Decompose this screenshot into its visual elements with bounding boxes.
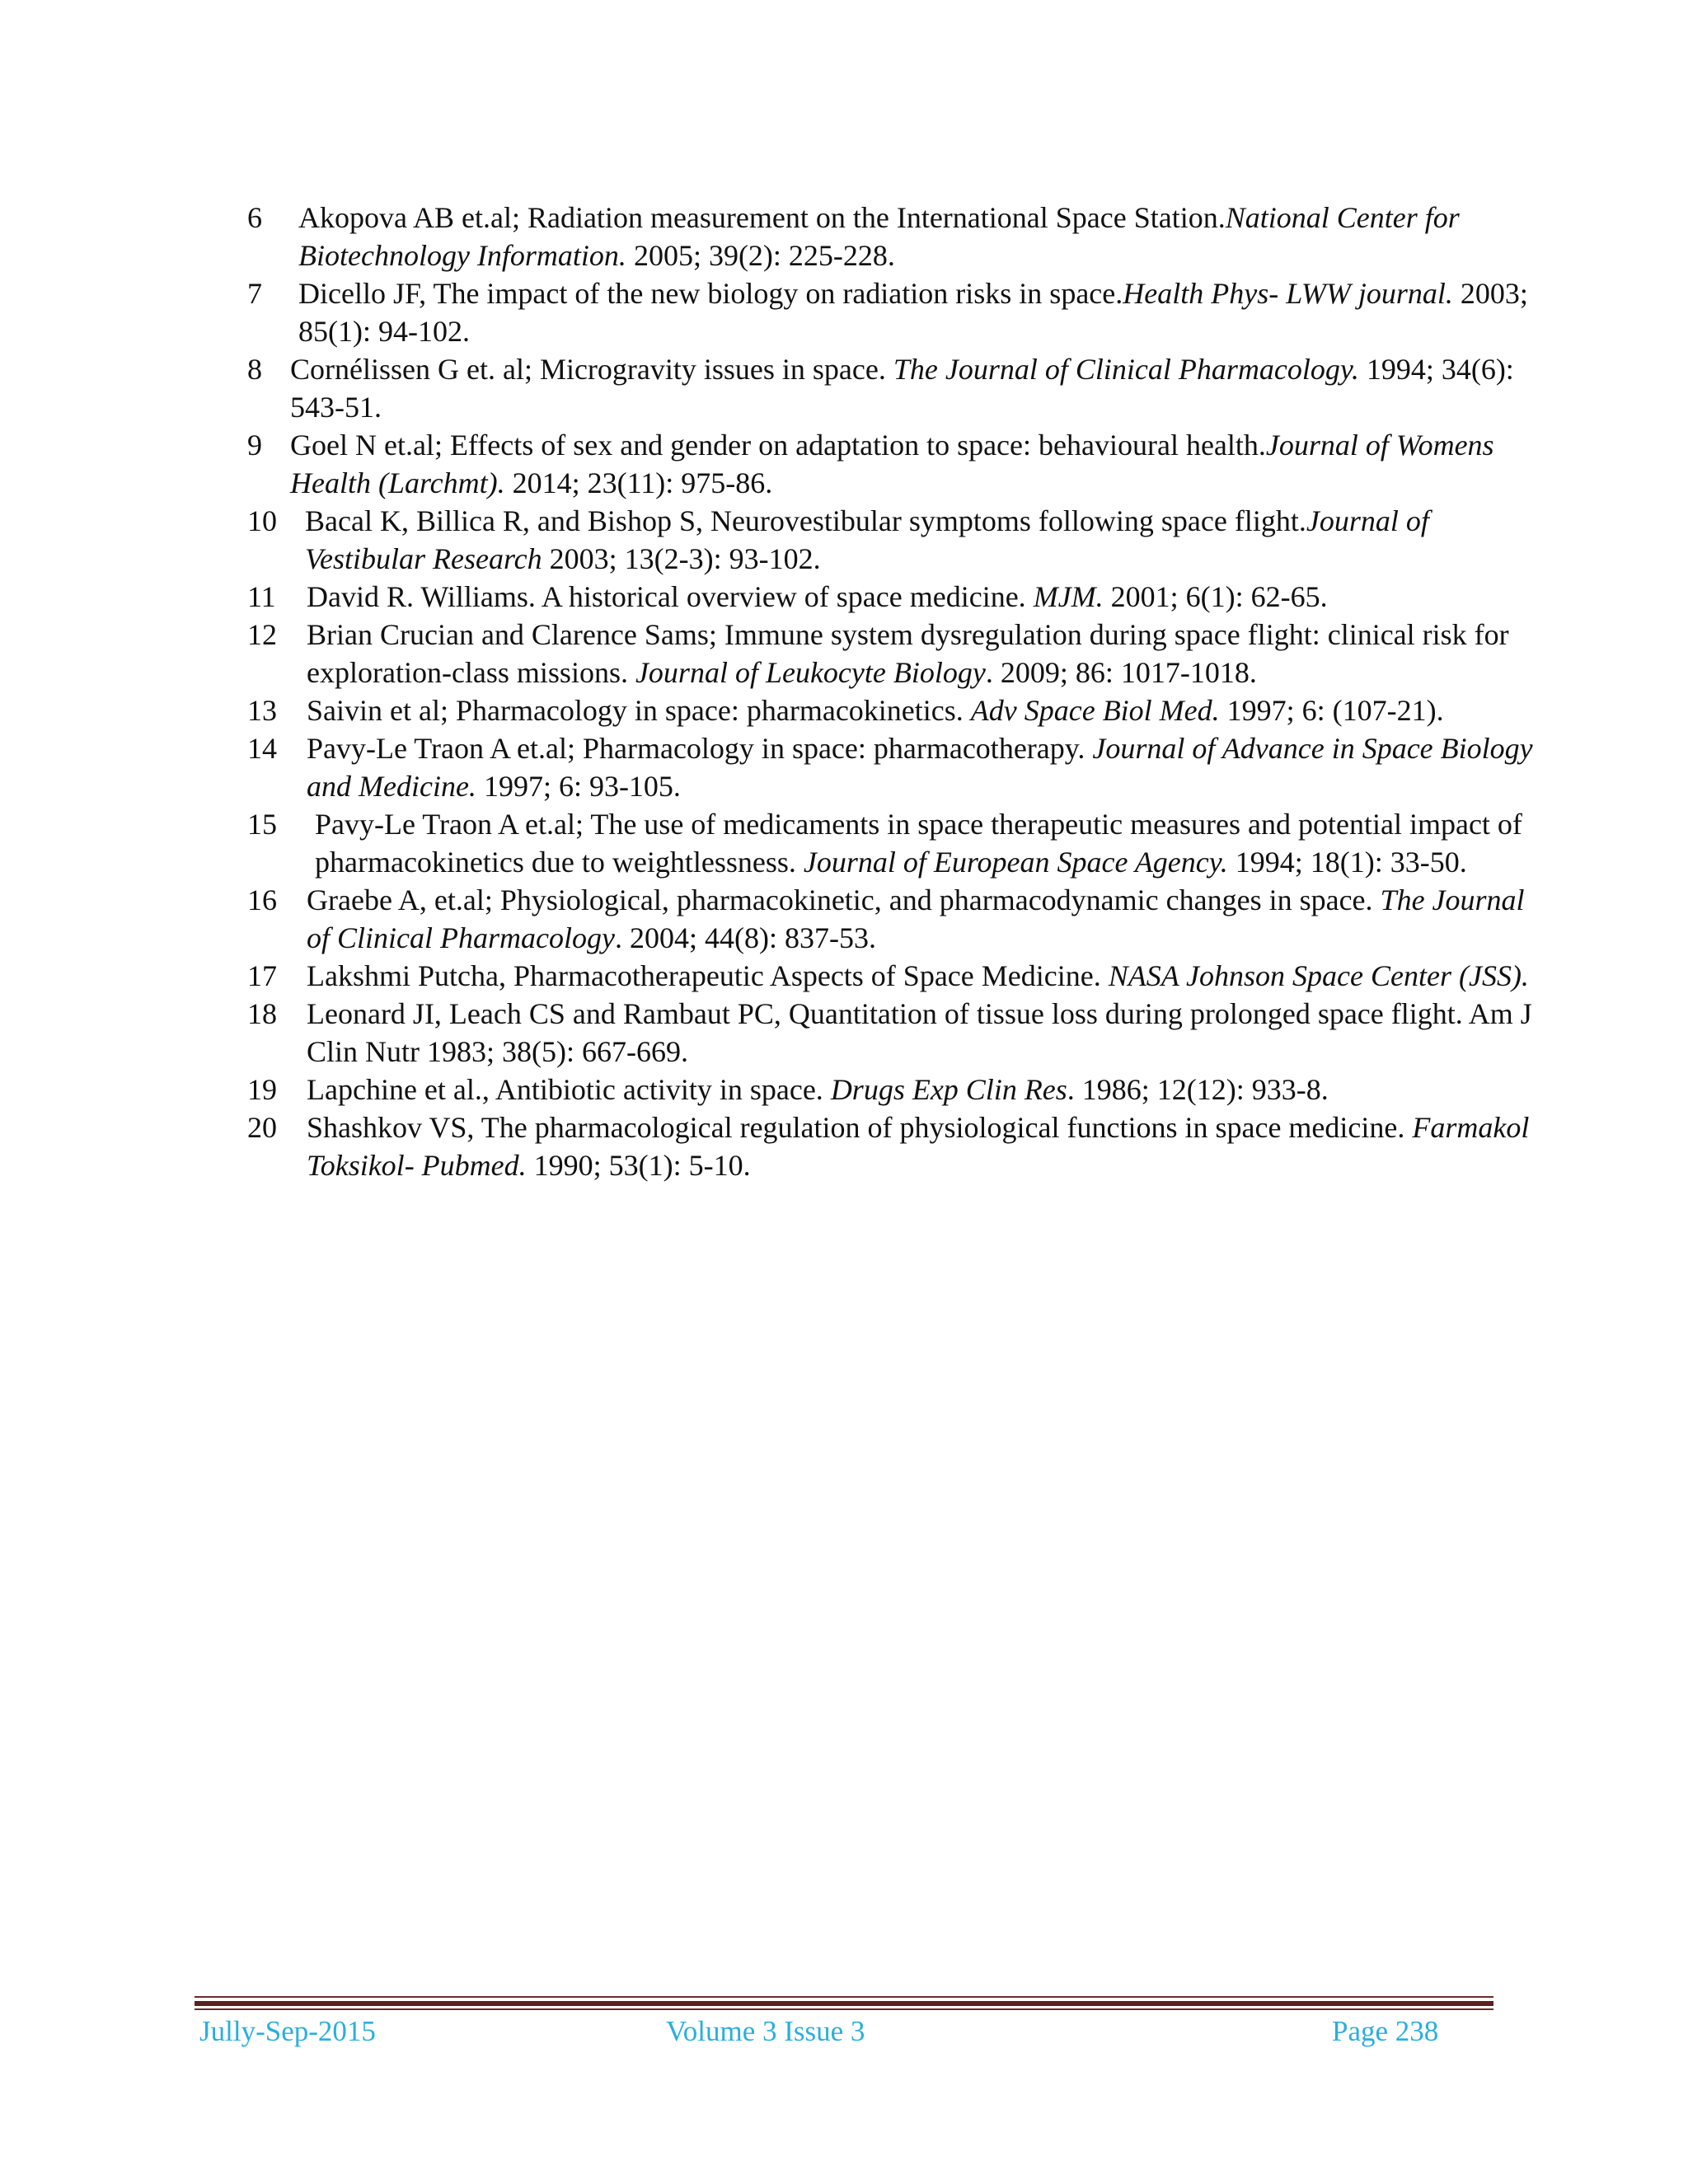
reference-number: 17 xyxy=(247,959,277,992)
reference-journal: NASA Johnson Space Center (JSS). xyxy=(1108,959,1529,992)
reference-list xyxy=(247,199,1533,1184)
reference-body xyxy=(307,691,1533,729)
reference-item xyxy=(247,578,1533,616)
reference-citation: 2003; 85(1): 94-102. xyxy=(298,277,1528,348)
footer-date: Jully-Sep-2015 xyxy=(199,2015,376,2047)
reference-item xyxy=(247,426,1533,502)
footer-rule-bottom xyxy=(195,2008,1493,2010)
reference-text: Bacal K, Billica R, and Bishop S, Neurovestibular symptoms following space flight. xyxy=(305,504,1306,537)
reference-body xyxy=(307,1071,1533,1108)
reference-citation: 2001; 6(1): 62-65. xyxy=(1103,580,1328,613)
reference-body xyxy=(307,1108,1533,1184)
reference-number: 19 xyxy=(247,1073,277,1106)
reference-journal: The Journal of Clinical Pharmacology xyxy=(307,883,1525,954)
reference-item xyxy=(247,957,1533,995)
reference-citation: 1994; 34(6): 543-51. xyxy=(290,353,1514,424)
reference-item xyxy=(247,616,1533,691)
reference-item xyxy=(247,502,1533,578)
reference-journal: National Center for Biotechnology Information. xyxy=(298,201,1460,272)
reference-citation: 2003; 13(2-3): 93-102. xyxy=(542,542,821,575)
reference-body xyxy=(307,881,1533,957)
reference-journal: Adv Space Biol Med. xyxy=(970,694,1220,727)
reference-journal: The Journal of Clinical Pharmacology. xyxy=(893,353,1359,386)
reference-citation: 1997; 6: 93-105. xyxy=(476,770,681,803)
reference-text: Lakshmi Putcha, Pharmacotherapeutic Aspects of Space Medicine. xyxy=(307,959,1109,992)
reference-text: Pavy-Le Traon A et.al; The use of medicaments in space therapeutic measures and potential impact of pharmacokinetics due to weightlessness. xyxy=(315,808,1522,879)
reference-text: Saivin et al; Pharmacology in space: pharmacokinetics. xyxy=(307,694,971,727)
reference-journal: Health Phys- LWW journal. xyxy=(1123,277,1453,310)
reference-journal: Drugs Exp Clin Res xyxy=(830,1073,1067,1106)
reference-number: 8 xyxy=(247,353,262,386)
reference-number: 7 xyxy=(247,277,262,310)
reference-body xyxy=(290,350,1533,426)
reference-item xyxy=(247,199,1533,274)
reference-journal: Journal of Womens Health (Larchmt). xyxy=(290,429,1494,499)
reference-text: Cornélissen G et. al; Microgravity issues in space. xyxy=(290,353,893,386)
footer-rule-thick xyxy=(195,2001,1493,2006)
reference-text: Akopova AB et.al; Radiation measurement on the International Space Station. xyxy=(298,201,1226,234)
reference-citation: . 1986; 12(12): 933-8. xyxy=(1067,1073,1329,1106)
reference-number: 18 xyxy=(247,997,277,1030)
reference-number: 16 xyxy=(247,883,277,916)
reference-citation: . 2004; 44(8): 837-53. xyxy=(614,921,876,954)
reference-text: Shashkov VS, The pharmacological regulation of physiological functions in space medicine. xyxy=(307,1111,1413,1144)
reference-text: Lapchine et al., Antibiotic activity in space. xyxy=(307,1073,831,1106)
reference-journal: Journal of Leukocyte Biology xyxy=(635,656,986,689)
reference-number: 9 xyxy=(247,429,262,462)
reference-journal: Farmakol Toksikol- Pubmed. xyxy=(307,1111,1530,1182)
reference-citation: 2014; 23(11): 975-86. xyxy=(504,466,773,499)
reference-text: Pavy-Le Traon A et.al; Pharmacology in space: pharmacotherapy. xyxy=(307,732,1093,765)
reference-body xyxy=(315,805,1533,881)
reference-body xyxy=(307,578,1533,616)
reference-number: 13 xyxy=(247,694,277,727)
footer-rule xyxy=(195,1996,1493,1998)
reference-text: David R. Williams. A historical overview of space medicine. xyxy=(307,580,1034,613)
reference-text: Brian Crucian and Clarence Sams; Immune system dysregulation during space flight: clinical risk for exploration-class missions. xyxy=(307,618,1509,689)
reference-journal: Journal of European Space Agency. xyxy=(803,846,1228,879)
reference-item xyxy=(247,350,1533,426)
reference-text: Graebe A, et.al; Physiological, pharmacokinetic, and pharmacodynamic changes in space. xyxy=(307,883,1381,916)
reference-citation: 1994; 18(1): 33-50. xyxy=(1227,846,1467,879)
reference-body xyxy=(298,274,1533,350)
reference-body xyxy=(307,995,1533,1071)
reference-body xyxy=(290,426,1533,502)
reference-body xyxy=(307,616,1533,691)
reference-citation: . 2009; 86: 1017-1018. xyxy=(985,656,1257,689)
reference-item xyxy=(247,729,1533,805)
reference-body xyxy=(298,199,1533,274)
reference-text: Goel N et.al; Effects of sex and gender on adaptation to space: behavioural health. xyxy=(290,429,1266,462)
footer-page-number: Page 238 xyxy=(1332,2015,1439,2047)
reference-item xyxy=(247,1071,1533,1108)
reference-number: 14 xyxy=(247,732,277,765)
reference-number: 15 xyxy=(247,808,277,841)
reference-item xyxy=(247,881,1533,957)
reference-item xyxy=(247,691,1533,729)
reference-item xyxy=(247,1108,1533,1184)
reference-item xyxy=(247,995,1533,1071)
reference-number: 12 xyxy=(247,618,277,651)
reference-text: Dicello JF, The impact of the new biology on radiation risks in space. xyxy=(298,277,1123,310)
reference-journal: Journal of Advance in Space Biology and Medicine. xyxy=(307,732,1533,803)
reference-number: 11 xyxy=(247,580,276,613)
footer-volume: Volume 3 Issue 3 xyxy=(666,2015,865,2047)
reference-citation: 2005; 39(2): 225-228. xyxy=(626,239,895,272)
reference-number: 20 xyxy=(247,1111,277,1144)
reference-body xyxy=(307,957,1533,995)
reference-number: 6 xyxy=(247,201,262,234)
reference-item xyxy=(247,805,1533,881)
reference-journal: MJM. xyxy=(1033,580,1104,613)
reference-citation: 1997; 6: (107-21). xyxy=(1219,694,1444,727)
reference-body xyxy=(305,502,1533,578)
reference-text: Leonard JI, Leach CS and Rambaut PC, Quantitation of tissue loss during prolonged space flight. Am J Clin Nutr 1983; 38(5): 667-669. xyxy=(307,997,1532,1068)
reference-journal: Journal of Vestibular Research xyxy=(305,504,1429,575)
reference-item xyxy=(247,274,1533,350)
reference-number: 10 xyxy=(247,504,277,537)
reference-body xyxy=(307,729,1533,805)
reference-citation: 1990; 53(1): 5-10. xyxy=(526,1149,751,1182)
